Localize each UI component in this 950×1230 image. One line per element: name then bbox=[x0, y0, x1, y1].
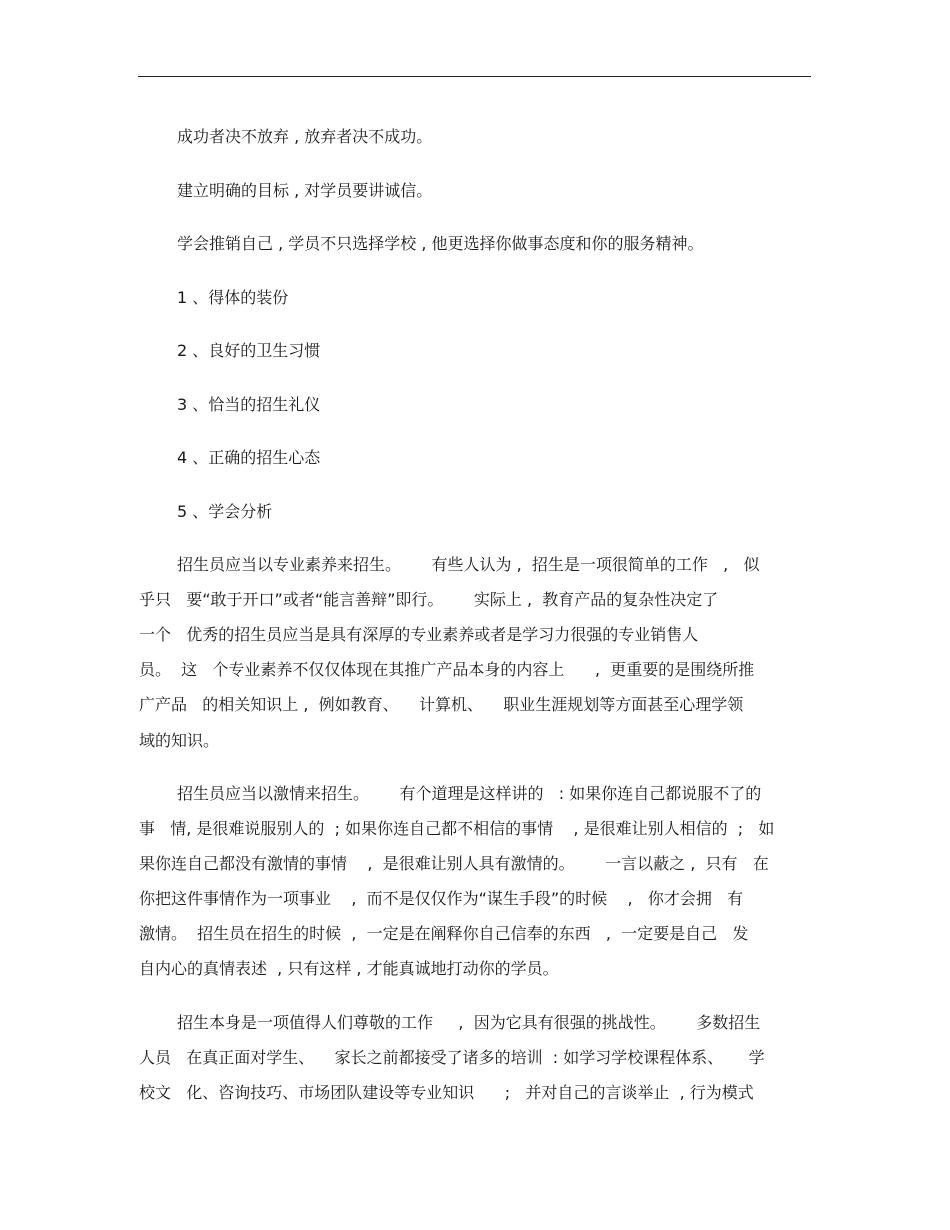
list-item: 2 、良好的卫生习惯 bbox=[177, 341, 321, 360]
paragraph-line: 广产品 的相关知识上 , 例如教育、 计算机、 职业生涯规划等方面甚至心理学领 bbox=[139, 695, 744, 714]
paragraph-line: 自内心的真情表述 , 只有这样 , 才能真诚地打动你的学员。 bbox=[139, 959, 559, 978]
paragraph-line: 激情。 招生员在招生的时候 , 一定是在阐释你自己信奉的东西 , 一定要是自己 发 bbox=[139, 924, 749, 943]
paragraph-line: 招生员应当以激情来招生。 有个道理是这样讲的 : 如果你连自己都说服不了的 bbox=[177, 784, 762, 803]
header-rule bbox=[138, 76, 811, 77]
paragraph-line: 员。 这 个专业素养不仅仅体现在其推广产品本身的内容上 , 更重要的是围绕所推 bbox=[139, 660, 755, 679]
paragraph-line: 你把这件事情作为一项事业 , 而不是仅仅作为“谋生手段”的时候 , 你才会拥 有 bbox=[139, 889, 744, 908]
intro-line: 建立明确的目标 , 对学员要讲诚信。 bbox=[177, 181, 433, 200]
paragraph-line: 招生员应当以专业素养来招生。 有些人认为 , 招生是一项很简单的工作 , 似 bbox=[177, 555, 760, 574]
intro-line: 成功者决不放弃 , 放弃者决不成功。 bbox=[177, 127, 433, 146]
paragraph-line: 招生本身是一项值得人们尊敬的工作 , 因为它具有很强的挑战性。 多数招生 bbox=[177, 1013, 761, 1032]
paragraph-line: 域的知识。 bbox=[139, 731, 220, 750]
paragraph-line: 一个 优秀的招生员应当是具有深厚的专业素养或者是学习力很强的专业销售人 bbox=[139, 625, 699, 644]
paragraph-line: 校文 化、咨询技巧、市场团队建设等专业知识 ; 并对自己的言谈举止 , 行为模式 bbox=[139, 1083, 754, 1102]
intro-line: 学会推销自己 , 学员不只选择学校 , 他更选择你做事态度和你的服务精神。 bbox=[177, 234, 704, 253]
list-item: 4 、正确的招生心态 bbox=[177, 448, 321, 467]
list-item: 1 、得体的装份 bbox=[177, 288, 289, 307]
list-item: 3 、恰当的招生礼仪 bbox=[177, 395, 321, 414]
paragraph-line: 乎只 要“敢于开口”或者“能言善辩”即行。 实际上 , 教育产品的复杂性决定了 bbox=[139, 590, 719, 609]
paragraph-line: 人员 在真正面对学生、 家长之前都接受了诸多的培训 : 如学习学校课程体系、 学 bbox=[139, 1048, 765, 1067]
list-item: 5 、学会分析 bbox=[177, 502, 273, 521]
paragraph-line: 果你连自己都没有激情的事情 , 是很难让别人具有激情的。 一言以蔽之 , 只有 在 bbox=[139, 854, 769, 873]
paragraph-line: 事 情, 是很难说服别人的 ; 如果你连自己都不相信的事情 , 是很难让别人相信的 ; 如 bbox=[139, 819, 775, 838]
